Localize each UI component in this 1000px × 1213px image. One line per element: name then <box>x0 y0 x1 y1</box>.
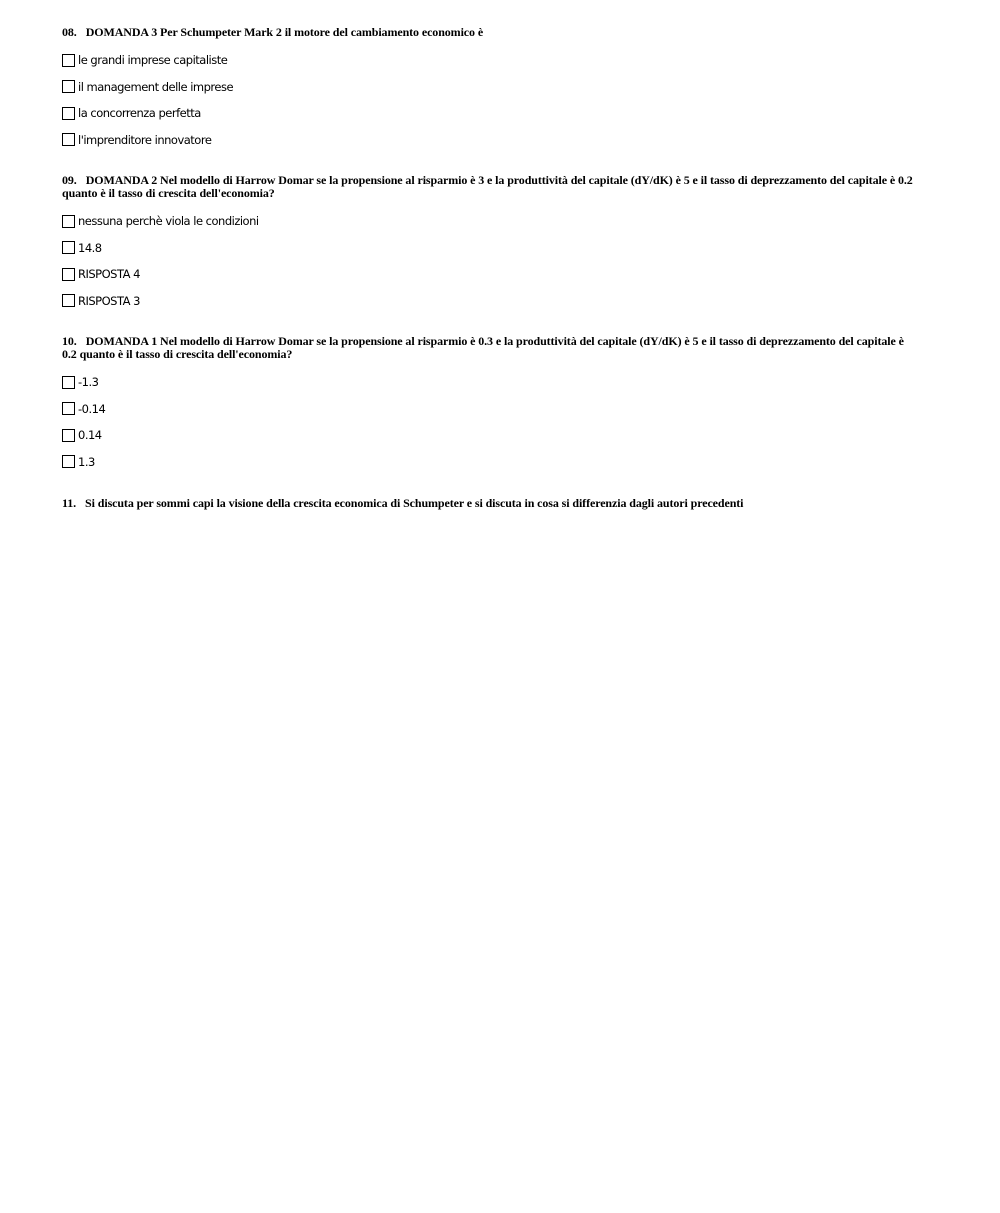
option-label: nessuna perchè viola le condizioni <box>78 214 259 228</box>
question-text: DOMANDA 2 Nel modello di Harrow Domar se la propensione al risparmio è 3 e la produttività del capitale (dY/dK) è 5 e il tasso di deprezzamento del capitale è 0.2 quanto è il tasso di crescita dell'economia? <box>62 173 913 200</box>
question-number: 09. <box>62 173 77 187</box>
question-09 <box>62 174 917 319</box>
option-label: le grandi imprese capitaliste <box>78 53 228 67</box>
option-label: il management delle imprese <box>78 79 234 94</box>
answer-option[interactable] <box>62 293 917 309</box>
option-label: la concorrenza perfetta <box>78 106 201 120</box>
question-number: 11. <box>62 496 77 510</box>
checkbox-icon[interactable] <box>62 268 75 281</box>
answer-option[interactable] <box>62 401 917 417</box>
question-title <box>62 174 917 200</box>
option-label: RISPOSTA 4 <box>78 267 140 281</box>
answer-options <box>62 213 917 309</box>
option-label: 0.14 <box>78 428 102 442</box>
question-text: DOMANDA 1 Nel modello di Harrow Domar se la propensione al risparmio è 0.3 e la produttività del capitale (dY/dK) è 5 e il tasso di deprezzamento del capitale è 0.2 quanto è il tasso di crescita dell'economia? <box>62 334 904 361</box>
question-number: 10. <box>62 334 77 348</box>
question-08 <box>62 26 917 158</box>
option-label: 14.8 <box>78 240 102 255</box>
question-text: DOMANDA 3 Per Schumpeter Mark 2 il motore del cambiamento economico è <box>85 25 484 39</box>
checkbox-icon[interactable] <box>62 402 75 415</box>
question-11 <box>62 497 917 510</box>
checkbox-icon[interactable] <box>62 133 75 146</box>
question-number: 08. <box>62 25 77 39</box>
answer-options <box>62 374 917 470</box>
answer-option[interactable] <box>62 427 917 443</box>
checkbox-icon[interactable] <box>62 294 75 307</box>
answer-option[interactable] <box>62 105 917 121</box>
option-label: -0.14 <box>78 401 106 416</box>
checkbox-icon[interactable] <box>62 54 75 67</box>
checkbox-icon[interactable] <box>62 107 75 120</box>
answer-option[interactable] <box>62 132 917 148</box>
checkbox-icon[interactable] <box>62 429 75 442</box>
answer-option[interactable] <box>62 79 917 95</box>
option-label: l'imprenditore innovatore <box>78 132 212 147</box>
answer-option[interactable] <box>62 266 917 282</box>
checkbox-icon[interactable] <box>62 215 75 228</box>
answer-option[interactable] <box>62 213 917 229</box>
option-label: RISPOSTA 3 <box>78 293 140 308</box>
option-label: 1.3 <box>78 454 95 469</box>
checkbox-icon[interactable] <box>62 376 75 389</box>
answer-option[interactable] <box>62 454 917 470</box>
question-title <box>62 26 917 39</box>
checkbox-icon[interactable] <box>62 80 75 93</box>
question-title <box>62 497 917 510</box>
question-title <box>62 335 917 361</box>
question-text: Si discuta per sommi capi la visione della crescita economica di Schumpeter e si discuta in cosa si differenzia dagli autori precedenti <box>85 496 744 510</box>
answer-option[interactable] <box>62 374 917 390</box>
question-10 <box>62 335 917 480</box>
checkbox-icon[interactable] <box>62 455 75 468</box>
answer-option[interactable] <box>62 240 917 256</box>
answer-option[interactable] <box>62 52 917 68</box>
option-label: -1.3 <box>78 375 99 389</box>
answer-options <box>62 52 917 148</box>
checkbox-icon[interactable] <box>62 241 75 254</box>
